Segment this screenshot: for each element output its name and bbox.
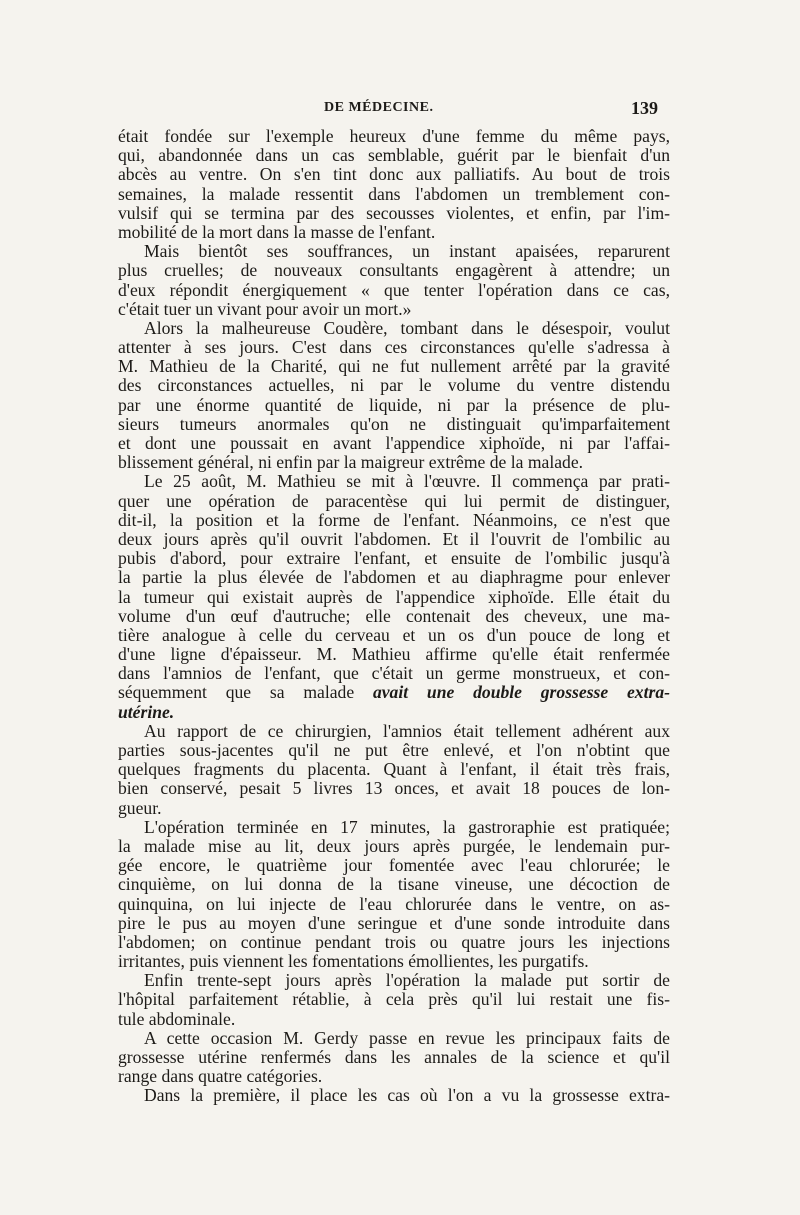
text-line-content: la tumeur qui existait auprès de l'appendice xiphoïde. Elle était du [118, 587, 670, 607]
text-line-content: quelques fragments du placenta. Quant à l'enfant, il était très frais, [118, 760, 670, 780]
text-line [118, 223, 670, 242]
text-line-content: sieurs tumeurs anormales qu'on ne distinguait qu'imparfaitement [118, 414, 670, 434]
body-text [118, 127, 670, 1106]
text-line-content: qui, abandonnée dans un cas semblable, guérit par le bienfait d'un [118, 146, 670, 166]
text-line [118, 626, 670, 645]
text-line [118, 1067, 670, 1086]
text-line [118, 933, 670, 952]
text-line-content: abcès au ventre. On s'en tint donc aux palliatifs. Au bout de trois [118, 165, 670, 185]
text-line-content: séquemment que sa malade [118, 683, 373, 703]
text-line-content: M. Mathieu de la Charité, qui ne fut nullement arrêté par la gravité [118, 357, 670, 377]
text-line [118, 1086, 670, 1105]
text-line-content: pubis d'abord, pour extraire l'enfant, et ensuite de l'ombilic jusqu'à [118, 549, 670, 569]
running-head: DE MÉDECINE. [324, 100, 434, 115]
text-line [118, 818, 670, 837]
text-line [118, 165, 670, 184]
text-line-content: quer une opération de paracentèse qui lui permit de distinguer, [118, 491, 670, 511]
text-line [118, 1010, 670, 1029]
text-line-content: vulsif qui se termina par des secousses violentes, et enfin, par l'im- [118, 203, 670, 223]
text-line-content: pire le pus au moyen d'une seringue et d'une sonde introduite dans [118, 913, 670, 933]
text-line [118, 952, 670, 971]
text-line-content: semaines, la malade ressentit dans l'abdomen un tremblement con- [118, 184, 670, 204]
text-line-content: par une énorme quantité de liquide, ni par la présence de plu- [118, 395, 670, 415]
text-line-content: A cette occasion M. Gerdy passe en revue les principaux faits de [144, 1028, 670, 1048]
text-line [118, 396, 670, 415]
page-header [120, 100, 680, 124]
text-line [118, 664, 670, 683]
text-line [118, 990, 670, 1009]
emphasized-text: avait une double grossesse extra- [372, 683, 670, 703]
text-line [118, 722, 670, 741]
text-line [118, 415, 670, 434]
text-line-content: Le 25 août, M. Mathieu se mit à l'œuvre. Il commença par prati- [144, 472, 670, 492]
text-line [118, 607, 670, 626]
text-line-content: gée encore, le quatrième jour fomentée avec l'eau chlorurée; le [118, 856, 670, 876]
text-line [118, 799, 670, 818]
text-line-content: Alors la malheureuse Coudère, tombant dans le désespoir, voulut [144, 318, 670, 338]
text-line [118, 856, 670, 875]
emphasized-text: utérine. [118, 702, 175, 722]
text-line-content: L'opération terminée en 17 minutes, la gastroraphie est pratiquée; [144, 817, 670, 837]
text-line-content: la partie la plus élevée de l'abdomen et au diaphragme pour enlever [118, 568, 670, 588]
text-line [118, 319, 670, 338]
text-line-content: parties sous-jacentes qu'il ne put être enlevé, et l'on n'obtint que [118, 741, 670, 760]
text-line-content: deux jours après qu'il ouvrit l'abdomen. Et il l'ouvrit de l'ombilic au [118, 529, 670, 549]
text-line [118, 568, 670, 587]
text-line-content: c'était tuer un vivant pour avoir un mort.» [118, 299, 412, 319]
text-line [118, 703, 670, 722]
text-line-content: dit-il, la position et la forme de l'enfant. Néanmoins, ce n'est que [118, 510, 670, 530]
text-line-content: Enfin trente-sept jours après l'opération la malade put sortir de [144, 971, 670, 991]
text-line [118, 530, 670, 549]
text-line-content: Dans la première, il place les cas où l'on a vu la grossesse extra- [144, 1086, 670, 1106]
text-line-content: mobilité de la mort dans la masse de l'enfant. [118, 222, 436, 242]
text-line-content: grossesse utérine renfermés dans les annales de la science et qu'il [118, 1048, 670, 1067]
text-line-content: l'abdomen; on continue pendant trois ou quatre jours les injections [118, 932, 670, 952]
text-line-content: plus cruelles; de nouveaux consultants engagèrent à attendre; un [118, 261, 670, 281]
text-line-content: cinquième, on lui donna de la tisane vineuse, une décoction de [118, 875, 670, 895]
text-line-content: bien conservé, pesait 5 livres 13 onces, et avait 18 pouces de lon- [118, 779, 670, 799]
text-line-content: d'eux répondit énergiquement « que tenter l'opération dans ce cas, [118, 280, 670, 300]
text-line [118, 914, 670, 933]
text-line [118, 837, 670, 856]
text-line-content: range dans quatre catégories. [118, 1067, 323, 1087]
text-line [118, 895, 670, 914]
text-line [118, 338, 670, 357]
text-line [118, 434, 670, 453]
text-line [118, 261, 670, 280]
text-line [118, 875, 670, 894]
text-line [118, 779, 670, 798]
text-line-content: l'hôpital parfaitement rétablie, à cela près qu'il lui restait une fis- [118, 990, 670, 1010]
text-line-content: volume d'un œuf d'autruche; elle contenait des cheveux, une ma- [118, 606, 670, 626]
text-line-content: quinquina, on lui injecte de l'eau chlorurée dans le ventre, on as- [118, 894, 670, 914]
text-line [118, 741, 670, 760]
text-line [118, 645, 670, 664]
text-line-content: la malade mise au lit, deux jours après purgée, le lendemain pur- [118, 836, 670, 856]
text-line-content: tière analogue à celle du cerveau et un os d'un pouce de long et [118, 625, 670, 645]
text-line-content: gueur. [118, 798, 162, 818]
text-line [118, 146, 670, 165]
text-line [118, 683, 670, 702]
text-line-content: était fondée sur l'exemple heureux d'une femme du même pays, [118, 127, 670, 146]
text-line [118, 760, 670, 779]
text-line-content: Au rapport de ce chirurgien, l'amnios était tellement adhérent aux [144, 721, 670, 741]
text-line [118, 357, 670, 376]
text-line [118, 1029, 670, 1048]
text-line [118, 453, 670, 472]
page-number: 139 [631, 98, 658, 118]
text-line [118, 971, 670, 990]
text-line [118, 204, 670, 223]
text-line-content: Mais bientôt ses souffrances, un instant apaisées, reparurent [144, 242, 670, 262]
text-line [118, 127, 670, 146]
text-line-content: tule abdominale. [118, 1009, 236, 1029]
text-line [118, 376, 670, 395]
text-line-content: attenter à ses jours. C'est dans ces circonstances qu'elle s'adressa à [118, 338, 670, 358]
text-line [118, 242, 670, 261]
text-line-content: des circonstances actuelles, ni par le volume du ventre distendu [118, 376, 670, 396]
text-line [118, 300, 670, 319]
text-line [118, 1048, 670, 1067]
text-line [118, 511, 670, 530]
text-line-content: d'une ligne d'épaisseur. M. Mathieu affirme qu'elle était renfermée [118, 645, 670, 665]
text-line [118, 185, 670, 204]
text-line-content: et dont une poussait en avant l'appendice xiphoïde, ni par l'affai- [118, 434, 670, 453]
text-line-content: irritantes, puis viennent les fomentations émollientes, les purgatifs. [118, 952, 589, 972]
text-line-content: dans l'amnios de l'enfant, que c'était un germe monstrueux, et con- [118, 664, 670, 684]
text-line [118, 472, 670, 491]
text-line-content: blissement général, ni enfin par la maigreur extrême de la malade. [118, 453, 584, 473]
text-line [118, 588, 670, 607]
text-line [118, 492, 670, 511]
text-line [118, 281, 670, 300]
text-line [118, 549, 670, 568]
